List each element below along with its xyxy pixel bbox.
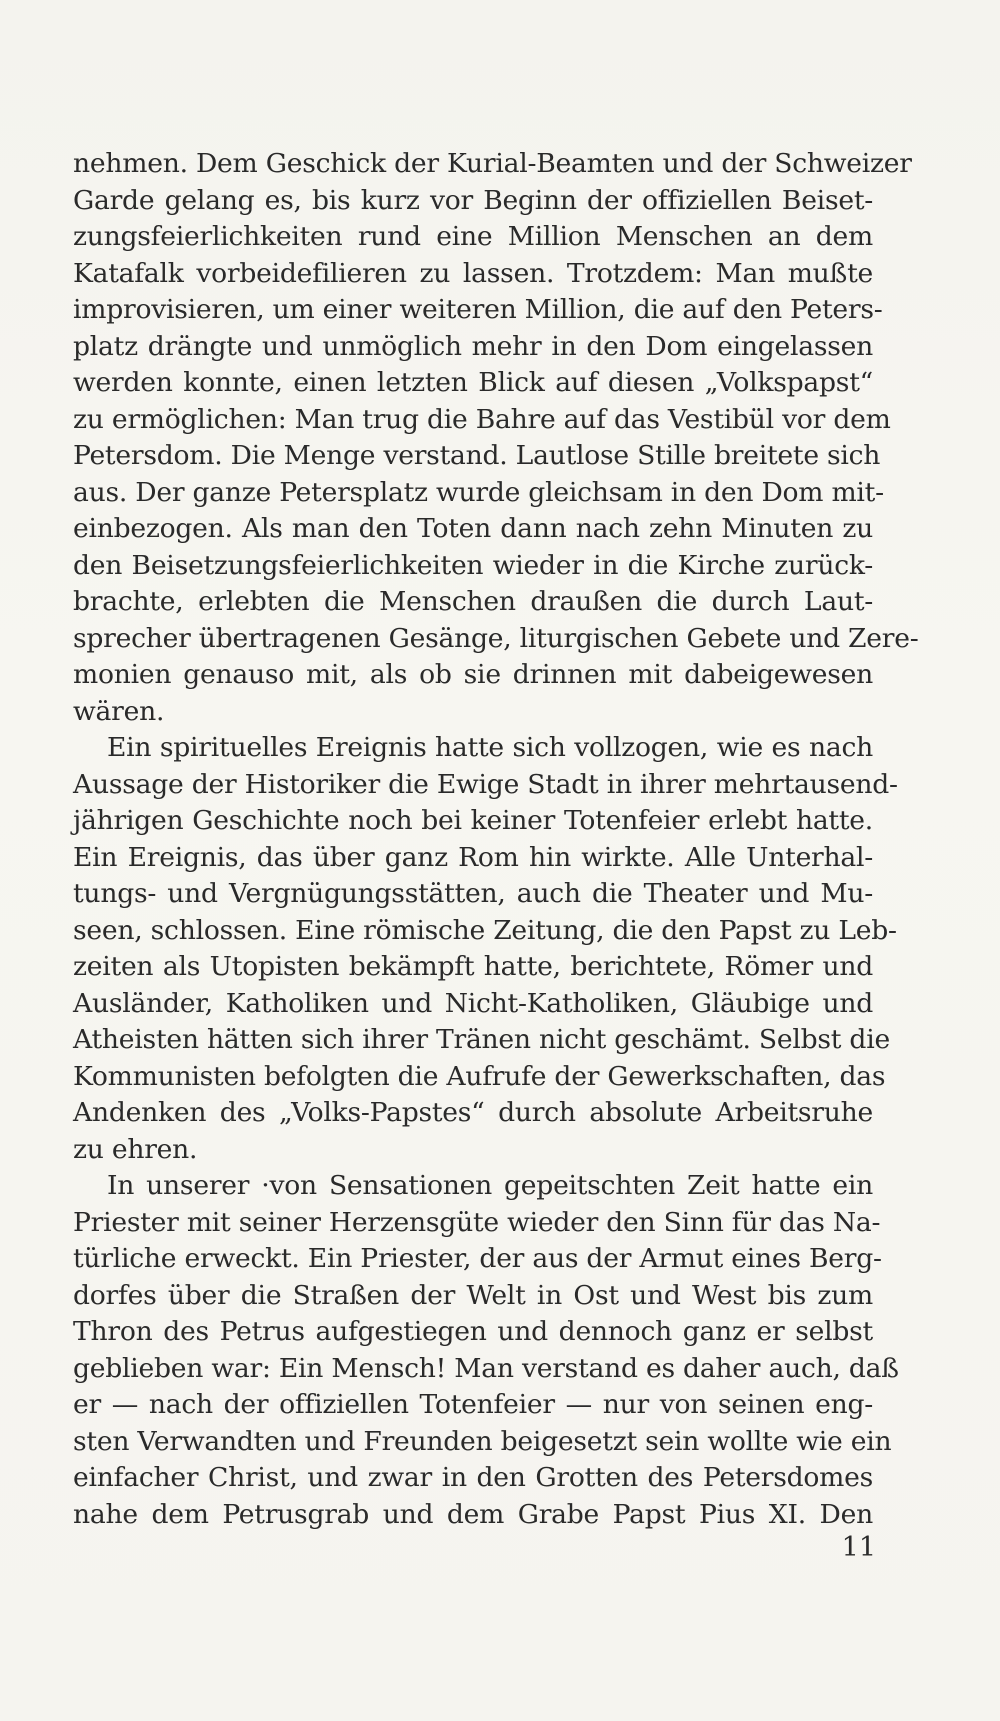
text-line: einfacher Christ, und zwar in den Grotten des Petersdomes bbox=[73, 1462, 873, 1493]
text-line: türliche erweckt. Ein Priester, der aus der Armut eines Berg- bbox=[73, 1243, 882, 1274]
text-line: platz drängte und unmöglich mehr in den Dom eingelassen bbox=[73, 330, 873, 362]
text-line: Thron des Petrus aufgestiegen und dennoch ganz er selbst bbox=[73, 1316, 873, 1347]
text-line: In unserer ·von Sensationen gepeitschten Zeit hatte ein bbox=[107, 1170, 873, 1201]
text-line: improvisieren, um einer weiteren Million, die auf den Peters- bbox=[73, 294, 883, 325]
page-number: 11 bbox=[841, 1532, 876, 1563]
text-line: Ausländer, Katholiken und Nicht-Katholiken, Gläubige und bbox=[73, 987, 873, 1019]
text-line: zungsfeierlichkeiten rund eine Million Menschen an dem bbox=[73, 221, 873, 252]
text-line: Atheisten hätten sich ihrer Tränen nicht geschämt. Selbst die bbox=[73, 1024, 890, 1055]
text-line: Garde gelang es, bis kurz vor Beginn der offiziellen Beiset- bbox=[73, 184, 873, 216]
text-line: Ein Ereignis, das über ganz Rom hin wirkte. Alle Unterhal- bbox=[73, 841, 873, 873]
text-line: Katafalk vorbeidefilieren zu lassen. Trotzdem: Man mußte bbox=[73, 257, 873, 289]
text-line: Kommunisten befolgten die Aufrufe der Gewerkschaften, das bbox=[73, 1060, 886, 1092]
text-line: zu ehren. bbox=[73, 1133, 198, 1165]
body-text bbox=[73, 146, 919, 1533]
text-line: dorfes über die Straßen der Welt in Ost und West bis zum bbox=[73, 1279, 873, 1311]
text-line: Andenken des „Volks-Papstes“ durch absolute Arbeitsruhe bbox=[73, 1097, 873, 1128]
text-line: sprecher übertragenen Gesänge, liturgischen Gebete und Zere- bbox=[73, 622, 919, 654]
text-line: wären. bbox=[73, 695, 165, 727]
text-line: Aussage der Historiker die Ewige Stadt in ihrer mehrtausend- bbox=[73, 768, 898, 800]
text-line: nehmen. Dem Geschick der Kurial-Beamten und der Schweizer bbox=[73, 148, 912, 179]
text-line: seen, schlossen. Eine römische Zeitung, die den Papst zu Leb- bbox=[73, 914, 897, 946]
text-line: geblieben war: Ein Mensch! Man verstand es daher auch, daß bbox=[73, 1352, 899, 1384]
text-line: zu ermöglichen: Man trug die Bahre auf das Vestibül vor dem bbox=[73, 403, 891, 435]
text-line: jährigen Geschichte noch bei keiner Totenfeier erlebt hatte. bbox=[73, 805, 873, 836]
text-line: nahe dem Petrusgrab und dem Grabe Papst Pius XI. Den bbox=[73, 1498, 873, 1530]
text-line: tungs- und Vergnügungsstätten, auch die Theater und Mu- bbox=[73, 878, 873, 909]
text-line: einbezogen. Als man den Toten dann nach zehn Minuten zu bbox=[73, 513, 873, 544]
text-line: Ein spirituelles Ereignis hatte sich vollzogen, wie es nach bbox=[107, 732, 873, 763]
text-line: Priester mit seiner Herzensgüte wieder den Sinn für das Na- bbox=[73, 1206, 881, 1238]
text-line: werden konnte, einen letzten Blick auf diesen „Volkspapst“ bbox=[73, 367, 873, 398]
text-line: den Beisetzungsfeierlichkeiten wieder in die Kirche zurück- bbox=[73, 549, 873, 581]
text-line: monien genauso mit, als ob sie drinnen mit dabeigewesen bbox=[73, 659, 873, 690]
text-line: Petersdom. Die Menge verstand. Lautlose Stille breitete sich bbox=[73, 440, 881, 471]
text-line: sten Verwandten und Freunden beigesetzt sein wollte wie ein bbox=[73, 1425, 892, 1457]
text-line: er — nach der offiziellen Totenfeier — nur von seinen eng- bbox=[73, 1389, 873, 1420]
text-line: zeiten als Utopisten bekämpft hatte, berichtete, Römer und bbox=[73, 951, 873, 982]
text-line: brachte, erlebten die Menschen draußen die durch Laut- bbox=[73, 586, 873, 617]
text-line: aus. Der ganze Petersplatz wurde gleichsam in den Dom mit- bbox=[73, 476, 884, 508]
